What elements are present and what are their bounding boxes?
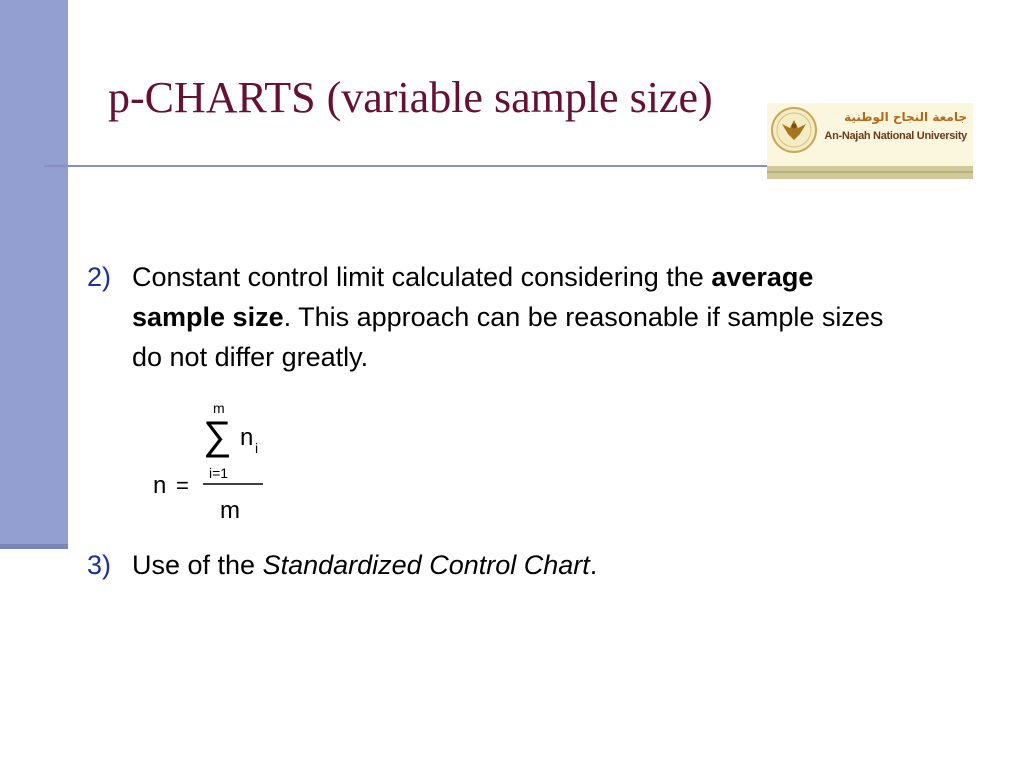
- formula-term-subscript: i: [255, 440, 259, 456]
- list-item-number: 2): [87, 262, 112, 292]
- title-divider: [44, 165, 854, 167]
- formula-sum-lower: i=1: [209, 465, 229, 481]
- sidebar-accent: [0, 0, 68, 549]
- eagle-emblem-icon: [770, 106, 818, 154]
- sidebar-accent-edge: [0, 544, 68, 549]
- item-text-after: .: [589, 550, 598, 580]
- formula-sum-upper: m: [213, 400, 225, 416]
- list-item-text: [132, 545, 892, 585]
- list-item-number: 3): [87, 550, 112, 580]
- item-text-before: Constant control limit calculated considering the: [132, 262, 712, 292]
- item-text-before: Use of the: [132, 550, 263, 580]
- logo-band-line: [767, 171, 973, 173]
- logo-arabic-name: جامعة النجاح الوطنية: [844, 110, 967, 124]
- item-text-after: . This approach can be reasonable if sample sizes do not differ greatly.: [132, 302, 884, 372]
- item-italic-text: Standardized Control Chart: [262, 550, 590, 580]
- formula-sum-symbol: ∑: [203, 414, 232, 458]
- item-bold-text: average sample size: [132, 262, 814, 332]
- average-sample-size-formula: [140, 395, 290, 530]
- formula-denominator: m: [220, 497, 240, 524]
- list-item-text: [132, 257, 892, 377]
- formula-term: n: [240, 424, 254, 451]
- formula-equals: =: [176, 473, 189, 498]
- slide-title: p-CHARTS (variable sample size): [108, 73, 713, 122]
- logo-english-name: An-Najah National University: [824, 130, 967, 142]
- formula-lhs: n: [153, 472, 167, 499]
